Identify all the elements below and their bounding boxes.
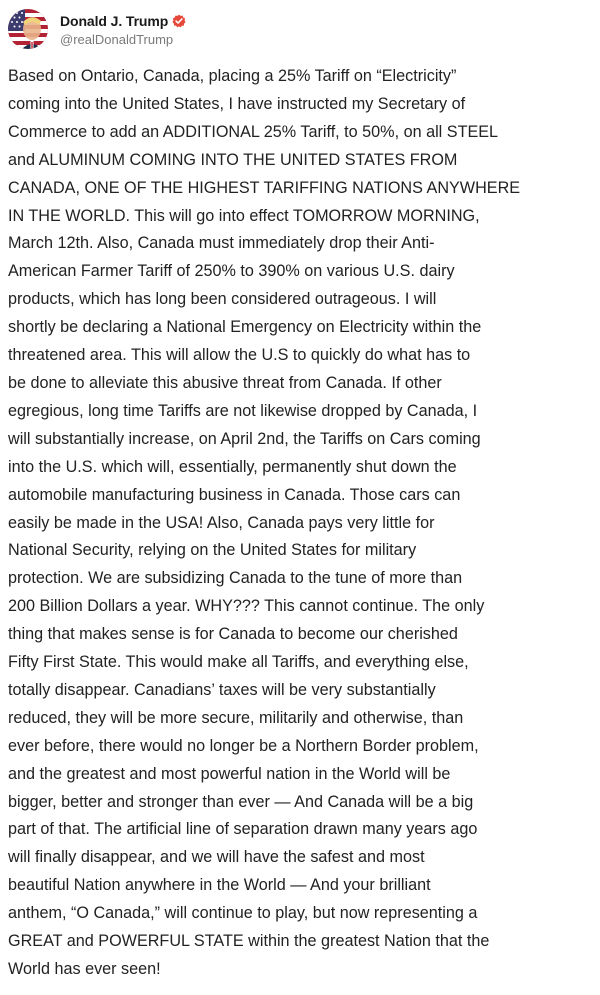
author-names — [60, 11, 186, 47]
flag-avatar-icon — [8, 9, 48, 49]
verified-badge-icon — [172, 14, 186, 28]
post-body-text: Based on Ontario, Canada, placing a 25% Tariff on “Electricity” coming into the United States, I have instructed my Secretary of Commerce to add an ADDITIONAL 25% Tariff, to 50%, on all STEEL and ALUMINUM COMING INTO THE UNITED STATES FROM CANADA, ONE OF THE HIGHEST TARIFFING NATIONS ANYWHERE IN THE WORLD. This will go into effect TOMORROW MORNING, March 12th. Also, Canada must immediately drop their Anti- American Farmer Tariff of 250% to 390% on various U.S. dairy products, which has long been considered outrageous. I will shortly be declaring a National Emergency on Electricity within the threatened area. This will allow the U.S to quickly do what has to be done to alleviate this abusive threat from Canada. If other egregious, long time Tariffs are not likewise dropped by Canada, I will substantially increase, on April 2nd, the Tariffs on Cars coming into the U.S. which will, essentially, permanently shut down the automobile manufacturing business in Canada. Those cars can easily be made in the USA! Also, Canada pays very little for National Security, relying on the United States for military protection. We are subsidizing Canada to the tune of more than 200 Billion Dollars a year. WHY??? This cannot continue. The only thing that makes sense is for Canada to become our cherished Fifty First State. This would make all Tariffs, and everything else, totally disappear. Canadians’ taxes will be very substantially reduced, they will be more secure, militarily and otherwise, than ever before, there would no longer be a Northern Border problem, and the greatest and most powerful nation in the World will be bigger, better and stronger than ever — And Canada will be a big part of that. The artificial line of separation drawn many years ago will finally disappear, and we will have the safest and most beautiful Nation anywhere in the World — And your brilliant anthem, “O Canada,” will continue to play, but now representing a GREAT and POWERFUL STATE within the greatest Nation that the World has ever seen! — [8, 67, 521, 978]
name-row — [60, 11, 186, 30]
author-display-name[interactable]: Donald J. Trump — [60, 12, 169, 29]
profile-avatar[interactable] — [8, 9, 48, 49]
author-handle[interactable]: @realDonaldTrump — [60, 32, 174, 47]
post-header — [8, 6, 186, 52]
